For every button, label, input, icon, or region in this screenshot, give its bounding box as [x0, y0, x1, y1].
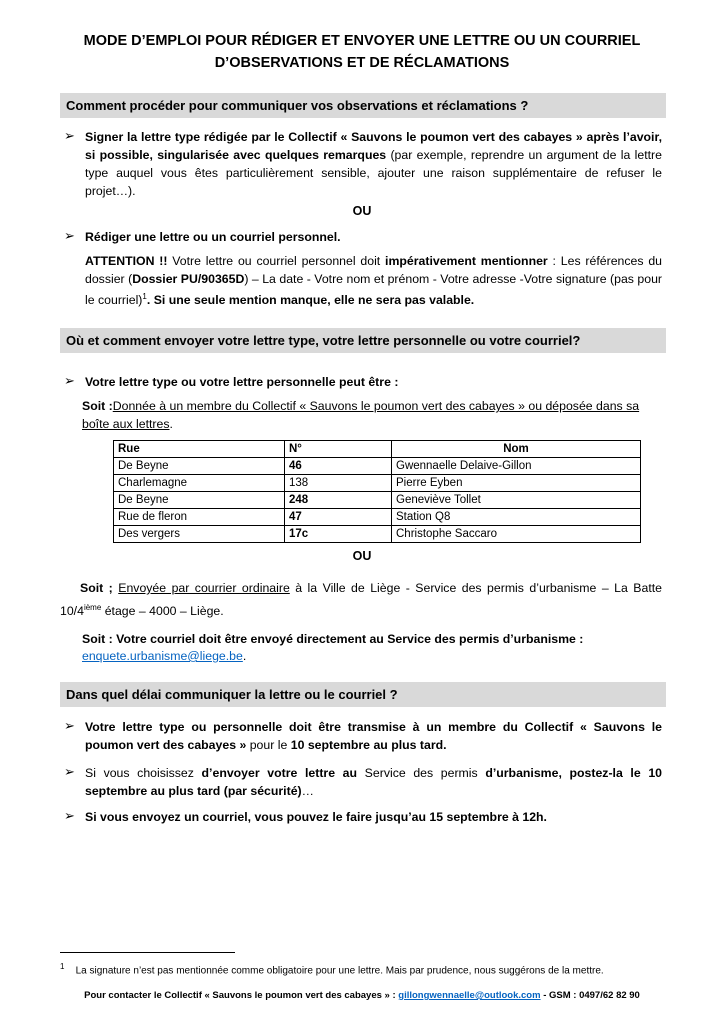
title-line-1: MODE D’EMPLOI POUR RÉDIGER ET ENVOYER UNE LETTRE OU UN COURRIEL — [83, 33, 641, 49]
soit-label-1: Soit : — [82, 399, 113, 413]
footnote-number: 1 — [60, 962, 65, 971]
soit-post-underlined: Envoyée par courrier ordinaire — [118, 581, 290, 595]
cell-nom: Station Q8 — [392, 509, 641, 526]
section3-item1 — [85, 718, 662, 754]
cell-numero: 17c — [285, 526, 392, 543]
header-numero: N° — [285, 441, 392, 458]
item-post-bold-2: d’urbanisme, postez-la le 10 septembre au plus tard (par sécurité) — [85, 766, 662, 798]
cell-numero: 46 — [285, 458, 392, 475]
section3-item3: Si vous envoyez un courriel, vous pouvez le faire jusqu’au 15 septembre à 12h. — [85, 810, 547, 824]
arrow-bullet-icon: ➢ — [64, 373, 75, 388]
arrow-bullet-icon: ➢ — [64, 808, 75, 823]
contact-gsm: - GSM : 0497/62 82 90 — [540, 990, 640, 1001]
header-rue: Rue — [114, 441, 285, 458]
footnote-ref: 1 — [142, 292, 147, 301]
section3-item2 — [85, 764, 662, 800]
table-row — [114, 492, 641, 509]
attention-bold-2: . Si une seule mention manque, elle ne sera pas valable. — [146, 293, 475, 308]
item-transmit-bold: Votre lettre type ou personnelle doit être transmise à un membre du Collectif « Sauvons le poumon vert des cabayes » — [85, 720, 662, 752]
section-heading-where: Où et comment envoyer votre lettre type, votre lettre personnelle ou votre courriel? — [60, 328, 666, 353]
footnote-divider — [60, 952, 235, 953]
contact-footer — [0, 990, 724, 1001]
email-line — [82, 649, 246, 663]
cell-rue: Des vergers — [114, 526, 285, 543]
address-table — [113, 440, 641, 543]
soit-post-text-1: à la Ville de Liège - Service des permis d’urbanisme – La Batte 10/4 — [60, 581, 662, 619]
soit-post-text-2: étage – 4000 – Liège. — [101, 604, 224, 619]
contact-email-link[interactable]: gillongwennaelle@outlook.com — [398, 990, 541, 1001]
item-transmit-text: pour le — [246, 738, 291, 752]
section1-item1 — [85, 128, 662, 200]
item-post-bold-1: d’envoyer votre lettre au — [201, 766, 358, 780]
item-post-text-1: Si vous choisissez — [85, 766, 202, 780]
attention-bold-1: impérativement mentionner — [385, 254, 548, 268]
item-transmit-deadline: 10 septembre au plus tard. — [290, 738, 447, 752]
cell-numero: 47 — [285, 509, 392, 526]
cell-nom: Gwennaelle Delaive-Gillon — [392, 458, 641, 475]
title-line-2: D’OBSERVATIONS ET DE RÉCLAMATIONS — [214, 55, 510, 71]
cell-nom: Christophe Saccaro — [392, 526, 641, 543]
attention-paragraph — [85, 252, 662, 309]
dossier-reference: Dossier PU/90365D — [132, 272, 245, 286]
document-title — [70, 30, 654, 74]
ou-separator-2: OU — [352, 549, 372, 563]
urbanisme-email-link[interactable]: enquete.urbanisme@liege.be — [82, 649, 243, 663]
table-row — [114, 475, 641, 492]
cell-numero: 138 — [285, 475, 392, 492]
header-nom: Nom — [392, 441, 641, 458]
section1-item2: Rédiger une lettre ou un courriel personnel. — [85, 230, 341, 244]
item1-bold: Signer la lettre type rédigée par le Collectif « Sauvons le poumon vert des cabayes » après l’avoir, si possible, singularisée avec quelques remarques — [85, 130, 662, 162]
soit-label-3: Soit — [82, 632, 106, 646]
contact-prefix: Pour contacter le Collectif « Sauvons le poumon vert des cabayes » : — [84, 990, 399, 1001]
cell-rue: De Beyne — [114, 458, 285, 475]
soit-deliver-end: . — [169, 417, 173, 431]
cell-numero: 248 — [285, 492, 392, 509]
email-end: . — [242, 649, 247, 663]
item-post-end: … — [301, 784, 314, 798]
table-row — [114, 526, 641, 543]
section-heading-how: Comment procéder pour communiquer vos observations et réclamations ? — [60, 93, 666, 118]
arrow-bullet-icon: ➢ — [64, 764, 75, 779]
table-row — [114, 509, 641, 526]
soit-deliver-text: Donnée à un membre du Collectif « Sauvons le poumon vert des cabayes » ou déposée dans sa boîte aux lettres — [82, 399, 640, 431]
soit-deliver-paragraph — [82, 397, 662, 433]
arrow-bullet-icon: ➢ — [64, 228, 75, 243]
ou-separator-1: OU — [352, 204, 372, 218]
arrow-bullet-icon: ➢ — [64, 128, 75, 143]
cell-rue: Rue de fleron — [114, 509, 285, 526]
item1-rest: (par exemple, reprendre un argument de la lettre type auquel vous êtes particulièrement sensible, ajouter une raison supplémentaire de refuser le projet…). — [85, 148, 662, 198]
table-header-row — [114, 441, 641, 458]
footnote — [60, 962, 666, 976]
attention-text-2: : Les références du dossier ( — [85, 254, 662, 286]
cell-rue: De Beyne — [114, 492, 285, 509]
soit-label-2: Soit ; — [80, 581, 113, 595]
soit-post-sup: ième — [83, 603, 102, 612]
soit-email-paragraph — [82, 630, 662, 648]
attention-text-3: ) – La date - Votre nom et prénom - Votre adresse -Votre signature (pas pour le courriel) — [85, 272, 663, 308]
table-row — [114, 458, 641, 475]
item-post-text-2: Service des permis — [357, 766, 486, 780]
cell-rue: Charlemagne — [114, 475, 285, 492]
section2-item1: Votre lettre type ou votre lettre personnelle peut être : — [85, 375, 399, 389]
cell-nom: Pierre Eyben — [392, 475, 641, 492]
attention-text-1: Votre lettre ou courriel personnel doit — [167, 254, 386, 268]
section-heading-when: Dans quel délai communiquer la lettre ou le courriel ? — [60, 682, 666, 707]
cell-nom: Geneviève Tollet — [392, 492, 641, 509]
arrow-bullet-icon: ➢ — [64, 718, 75, 733]
soit-email-text: : Votre courriel doit être envoyé directement au Service des permis d’urbanisme : — [105, 632, 584, 646]
attention-label: ATTENTION !! — [85, 254, 168, 268]
soit-post-paragraph — [60, 578, 662, 621]
footnote-text: La signature n’est pas mentionnée comme obligatoire pour une lettre. Mais par prudence, nous suggérons de la mettre. — [75, 965, 604, 977]
